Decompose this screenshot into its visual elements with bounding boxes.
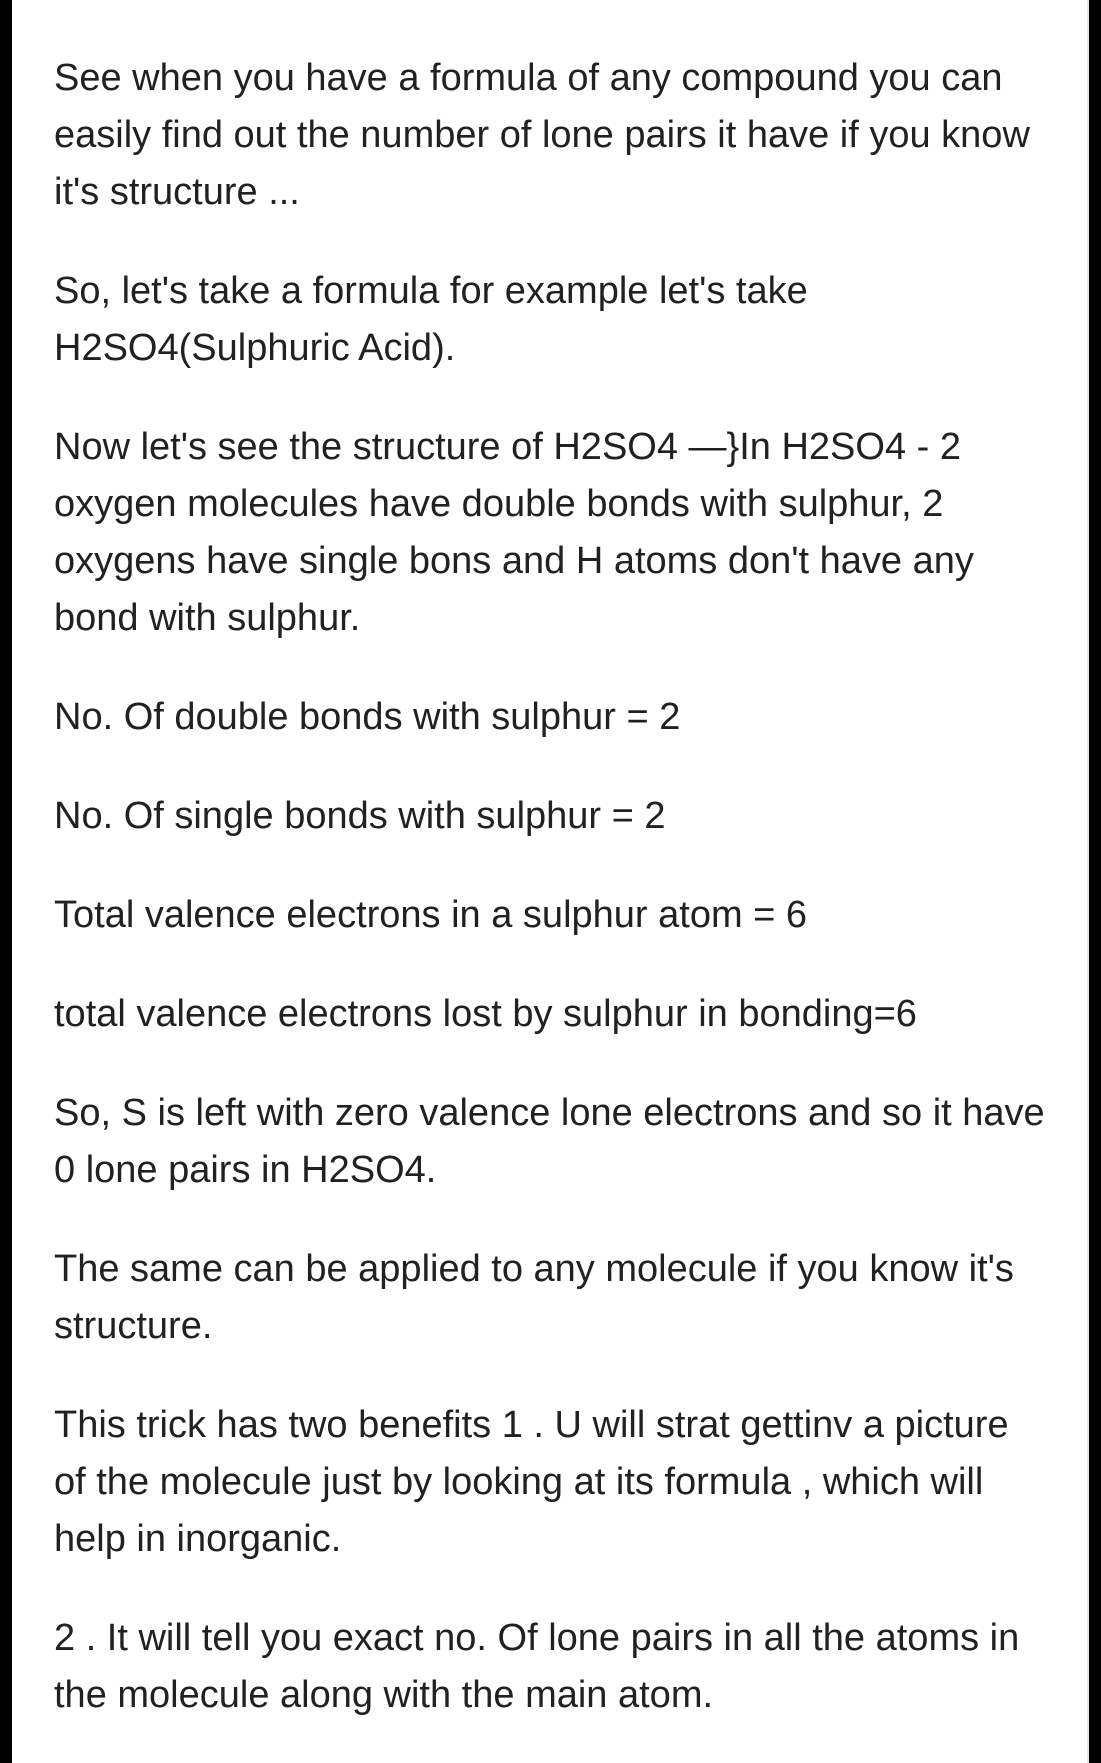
paragraph-double-bonds: No. Of double bonds with sulphur = 2 [54, 696, 681, 738]
page-right-edge [1087, 0, 1089, 1763]
paragraph-general-rule: The same can be applied to any molecule if you know it's structure. [54, 1248, 1014, 1347]
paragraph-example: So, let's take a formula for example let's take H2SO4(Sulphuric Acid). [54, 270, 808, 369]
answer-page [12, 0, 1089, 1763]
paragraph-conclusion: So, S is left with zero valence lone electrons and so it have 0 lone pairs in H2SO4. [54, 1092, 1045, 1191]
paragraph-valence-electrons: Total valence electrons in a sulphur atom = 6 [54, 894, 808, 936]
paragraph-single-bonds: No. Of single bonds with sulphur = 2 [54, 795, 666, 837]
paragraph-intro: See when you have a formula of any compound you can easily find out the number of lone pairs it have if you know it's structure ... [54, 57, 1030, 213]
paragraph-structure: Now let's see the structure of H2SO4 —}In H2SO4 - 2 oxygen molecules have double bonds with sulphur, 2 oxygens have single bons and H atoms don't have any bond with sulphur. [54, 426, 974, 639]
paragraph-electrons-lost: total valence electrons lost by sulphur in bonding=6 [54, 993, 917, 1035]
paragraph-benefit-one: This trick has two benefits 1 . U will strat gettinv a picture of the molecule just by looking at its formula , which will help in inorganic. [54, 1404, 1009, 1560]
paragraph-benefit-two: 2 . It will tell you exact no. Of lone pairs in all the atoms in the molecule along with the main atom. [54, 1617, 1020, 1716]
